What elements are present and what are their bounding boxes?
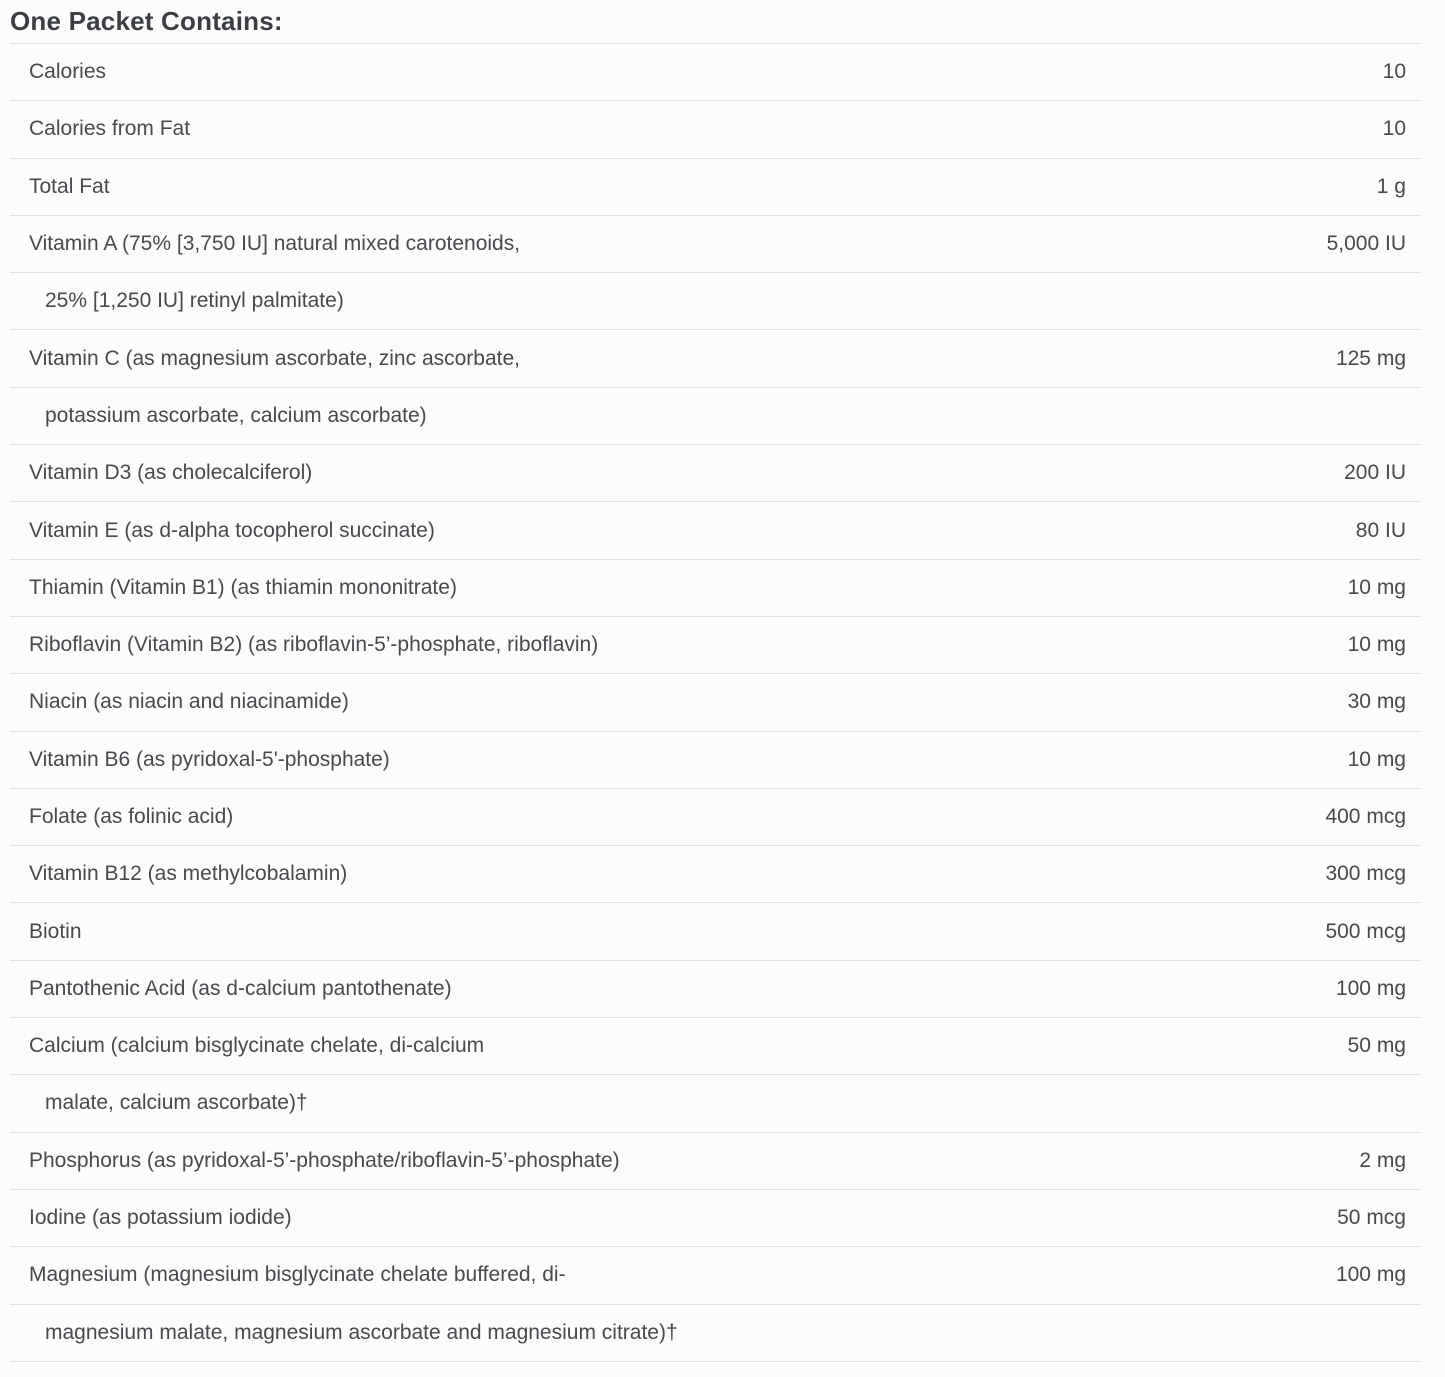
nutrient-amount: 500 mcg	[1325, 919, 1406, 943]
nutrient-label: Vitamin B6 (as pyridoxal-5'-phosphate)	[29, 747, 390, 771]
table-row	[10, 1074, 1421, 1131]
table-row	[10, 158, 1421, 215]
table-row	[10, 215, 1421, 272]
nutrient-amount: 80 IU	[1355, 518, 1406, 542]
table-row	[10, 1189, 1421, 1246]
nutrient-label: Vitamin B12 (as methylcobalamin)	[29, 862, 348, 886]
nutrient-label: potassium ascorbate, calcium ascorbate)	[45, 403, 427, 427]
nutrient-amount: 50 mg	[1347, 1034, 1406, 1058]
nutrient-amount: 10 mg	[1347, 747, 1406, 771]
nutrient-amount: 125 mg	[1335, 346, 1406, 370]
nutrient-label: Biotin	[29, 919, 82, 943]
nutrient-label: Folate (as folinic acid)	[29, 805, 234, 828]
table-row	[10, 1132, 1421, 1189]
nutrient-amount: 300 mcg	[1325, 862, 1406, 886]
nutrient-label: Vitamin D3 (as cholecalciferol)	[29, 461, 313, 485]
nutrient-table	[10, 43, 1421, 1362]
nutrient-label: malate, calcium ascorbate)†	[45, 1091, 308, 1115]
table-row	[10, 902, 1421, 959]
nutrient-label: Thiamin (Vitamin B1) (as thiamin mononitrate)	[29, 575, 457, 599]
nutrient-label: Calcium (calcium bisglycinate chelate, di-calcium	[29, 1034, 485, 1058]
table-row	[10, 960, 1421, 1017]
nutrient-label: Total Fat	[29, 174, 110, 198]
table-row	[10, 673, 1421, 730]
nutrient-label: 25% [1,250 IU] retinyl palmitate)	[45, 289, 344, 313]
nutrient-amount: 1 g	[1376, 174, 1406, 198]
nutrient-label: Niacin (as niacin and niacinamide)	[29, 690, 349, 714]
table-row	[10, 731, 1421, 788]
nutrient-amount: 10 mg	[1347, 633, 1406, 657]
table-row	[10, 1246, 1421, 1303]
nutrient-amount: 400 mcg	[1325, 805, 1406, 828]
nutrient-amount: 10 mg	[1347, 575, 1406, 599]
table-row	[10, 501, 1421, 558]
nutrient-amount: 100 mg	[1335, 976, 1406, 1000]
table-row	[10, 272, 1421, 329]
nutrient-label: Phosphorus (as pyridoxal-5’-phosphate/riboflavin-5’-phosphate)	[29, 1148, 620, 1172]
nutrient-amount: 2 mg	[1359, 1148, 1406, 1172]
nutrient-label: Calories	[29, 60, 107, 84]
nutrient-amount: 5,000 IU	[1326, 232, 1406, 256]
nutrient-label: Riboflavin (Vitamin B2) (as riboflavin-5’-phosphate, riboflavin)	[29, 633, 599, 657]
table-row	[10, 329, 1421, 386]
table-title: One Packet Contains:	[10, 6, 283, 36]
table-row	[10, 1304, 1421, 1361]
nutrient-amount: 30 mg	[1347, 690, 1406, 714]
nutrient-label: Pantothenic Acid (as d-calcium pantothenate)	[29, 976, 452, 1000]
nutrient-label: Vitamin C (as magnesium ascorbate, zinc ascorbate,	[29, 346, 520, 370]
table-row	[10, 100, 1421, 157]
table-row	[10, 387, 1421, 444]
table-row	[10, 559, 1421, 616]
table-row	[10, 1017, 1421, 1074]
nutrient-label: magnesium malate, magnesium ascorbate and magnesium citrate)†	[45, 1320, 678, 1344]
table-row	[10, 788, 1421, 845]
nutrient-amount: 100 mg	[1335, 1263, 1406, 1287]
nutrient-amount: 10	[1382, 117, 1406, 141]
nutrient-label: Magnesium (magnesium bisglycinate chelate buffered, di-	[29, 1263, 566, 1287]
nutrient-label: Calories from Fat	[29, 117, 191, 141]
table-row	[10, 616, 1421, 673]
nutrient-amount: 50 mcg	[1337, 1206, 1406, 1230]
table-row	[10, 845, 1421, 902]
nutrient-amount: 10	[1382, 60, 1406, 84]
table-row	[10, 43, 1421, 100]
nutrient-label: Vitamin E (as d-alpha tocopherol succinate)	[29, 518, 435, 542]
nutrient-amount: 200 IU	[1344, 461, 1406, 485]
table-row	[10, 444, 1421, 501]
nutrient-label: Vitamin A (75% [3,750 IU] natural mixed carotenoids,	[29, 232, 521, 256]
nutrient-label: Iodine (as potassium iodide)	[29, 1206, 292, 1230]
